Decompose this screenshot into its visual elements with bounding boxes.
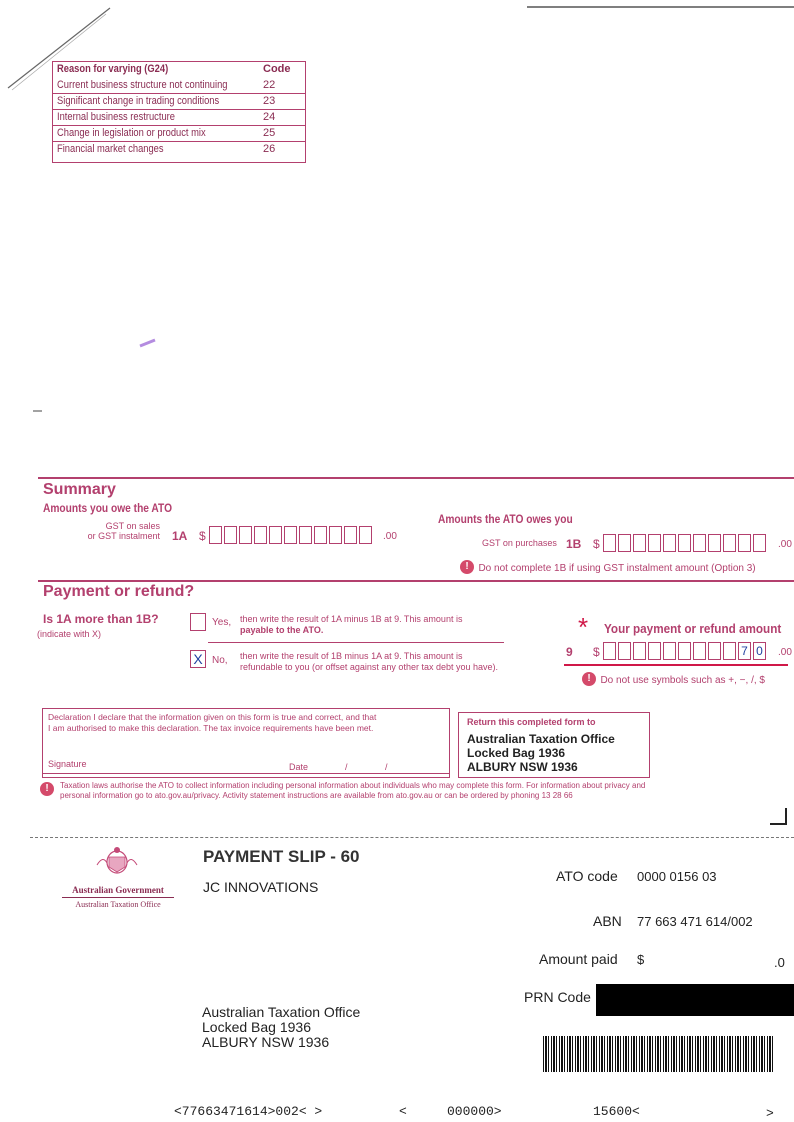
company-name: JC INNOVATIONS (203, 879, 319, 895)
micr-part3: 000000> (447, 1104, 502, 1119)
declaration-line1: Declaration I declare that the information given on this form is true and correct, and that (48, 712, 377, 722)
declaration-panel (42, 708, 450, 778)
reason-label: Change in legislation or product mix (57, 127, 206, 139)
privacy-line1: Taxation laws authorise the ATO to collect information including personal information about individuals who may complete this form. For information about privacy and (60, 781, 646, 790)
dollar-9: $ (593, 645, 600, 659)
reason-label: Significant change in trading conditions (57, 95, 220, 107)
owe-line2: or GST instalment (87, 531, 160, 541)
owe-heading: Amounts you owe the ATO (43, 501, 173, 515)
return-line1: Australian Taxation Office (467, 732, 615, 746)
owe-label (60, 521, 160, 541)
star-mark: * (578, 612, 589, 642)
abn-label: ABN (593, 913, 622, 929)
cents-1b: .00 (778, 539, 792, 550)
yes-label: Yes, (212, 617, 232, 628)
table-row (53, 142, 305, 158)
amount-heading: Your payment or refund amount (604, 621, 782, 636)
payment-top-rule (38, 580, 794, 582)
reason-code: 26 (263, 143, 276, 155)
owes-heading: Amounts the ATO owes you (438, 512, 573, 526)
table-row (53, 78, 305, 94)
return-heading: Return this completed form to (467, 717, 596, 727)
summary-top-rule (38, 477, 794, 479)
no-text-line1: then write the result of 1B minus 1A at 9. This amount is (240, 651, 463, 661)
declaration-line2: I am authorised to make this declaration. The tax invoice requirements have been met. (48, 723, 374, 733)
summary-heading: Summary (43, 481, 116, 498)
return-line2: Locked Bag 1936 (467, 746, 566, 760)
declaration-text (48, 712, 376, 734)
date-slash: / (345, 762, 348, 772)
field-1b[interactable] (603, 534, 766, 552)
slip-addr-line1: Australian Taxation Office (202, 1004, 361, 1020)
table-row (53, 110, 305, 126)
reason-code: 25 (263, 127, 276, 139)
dollar-1a: $ (199, 529, 206, 543)
amount-underline (564, 664, 788, 666)
cents-1a: .00 (383, 531, 397, 542)
owe-line1: GST on sales (105, 521, 160, 531)
privacy-line2: personal information go to ato.gov.au/privacy. Activity statement instructions are available from ato.gov.au or can be ordered by phoning 13 28 66 (60, 791, 573, 800)
ato-code-value: 0000 0156 03 (637, 869, 717, 884)
code-header-label: Code (263, 63, 291, 75)
redaction-bar (596, 984, 794, 1016)
barcode (543, 1036, 773, 1072)
reason-header-label: Reason for varying (G24) (57, 63, 169, 75)
reason-code: 24 (263, 111, 276, 123)
gov-line2: Australian Taxation Office (75, 900, 161, 909)
amount-paid-dollar: $ (637, 952, 645, 967)
slip-addr-line3: ALBURY NSW 1936 (202, 1034, 330, 1050)
info-icon: ! (460, 560, 474, 574)
code-1b: 1B (566, 537, 582, 551)
return-panel (458, 712, 650, 778)
table-row (53, 126, 305, 142)
tear-line (30, 837, 794, 838)
owes-note-text: Do not complete 1B if using GST instalment amount (Option 3) (478, 563, 756, 574)
ato-code-label: ATO code (556, 868, 618, 884)
payment-question: Is 1A more than 1B? (43, 612, 159, 626)
micr-part5: > (766, 1106, 774, 1121)
digit-box: 0 (753, 642, 766, 660)
info-icon: ! (582, 672, 596, 686)
field-1a[interactable] (209, 526, 372, 544)
date-slash: / (385, 762, 388, 772)
date-label: Date (289, 762, 309, 772)
digit-box: 7 (738, 642, 751, 660)
reason-header (53, 62, 305, 78)
gov-logo-text (62, 883, 174, 912)
micr-part1: <77663471614>002< > (174, 1104, 323, 1119)
dollar-1b: $ (593, 537, 600, 551)
return-address (467, 732, 615, 774)
slip-title: PAYMENT SLIP - 60 (203, 847, 360, 866)
code-1a: 1A (172, 529, 188, 543)
owes-label: GST on purchases (482, 538, 557, 548)
abn-value: 77 663 471 614/002 (637, 914, 753, 929)
reason-label: Current business structure not continuing (57, 79, 228, 91)
yes-text-line2: payable to the ATO. (240, 625, 324, 635)
return-line3: ALBURY NSW 1936 (467, 760, 578, 774)
micr-part2: < (399, 1104, 407, 1119)
payment-heading: Payment or refund? (43, 583, 195, 600)
amount-paid-cents: .0 (774, 955, 785, 970)
payment-question-sub: (indicate with X) (37, 629, 102, 639)
signature-label: Signature (48, 759, 87, 769)
no-label: No, (212, 655, 228, 666)
no-checkbox[interactable]: X (190, 650, 206, 668)
amount-paid-label: Amount paid (539, 951, 618, 967)
table-row (53, 94, 305, 110)
privacy-text (60, 781, 645, 801)
privacy-info-icon: ! (40, 780, 54, 798)
reason-label: Internal business restructure (57, 111, 175, 123)
no-text (240, 651, 498, 673)
coat-of-arms-icon (95, 845, 139, 877)
micr-part4: 15600< (593, 1104, 640, 1119)
reason-label: Financial market changes (57, 143, 164, 155)
amount-note (582, 670, 765, 688)
amount-note-text: Do not use symbols such as +, −, /, $ (600, 675, 765, 686)
yes-text-line1: then write the result of 1A minus 1B at 9. This amount is (240, 614, 463, 624)
cents-9: .00 (778, 647, 792, 658)
code-9: 9 (566, 645, 573, 659)
yes-text (240, 614, 462, 636)
yes-checkbox[interactable] (190, 613, 206, 631)
reason-table (52, 61, 306, 163)
no-text-line2: refundable to you (or offset against any other tax debt you have). (240, 662, 498, 672)
slip-addr-line2: Locked Bag 1936 (202, 1019, 311, 1035)
yes-no-divider (208, 642, 504, 643)
prn-label: PRN Code (524, 989, 591, 1005)
gov-line1: Australian Government (62, 883, 174, 898)
reason-code: 22 (263, 79, 276, 91)
slip-address (202, 1005, 360, 1050)
field-9[interactable] (603, 642, 766, 660)
owes-note (460, 558, 756, 576)
reason-code: 23 (263, 95, 276, 107)
